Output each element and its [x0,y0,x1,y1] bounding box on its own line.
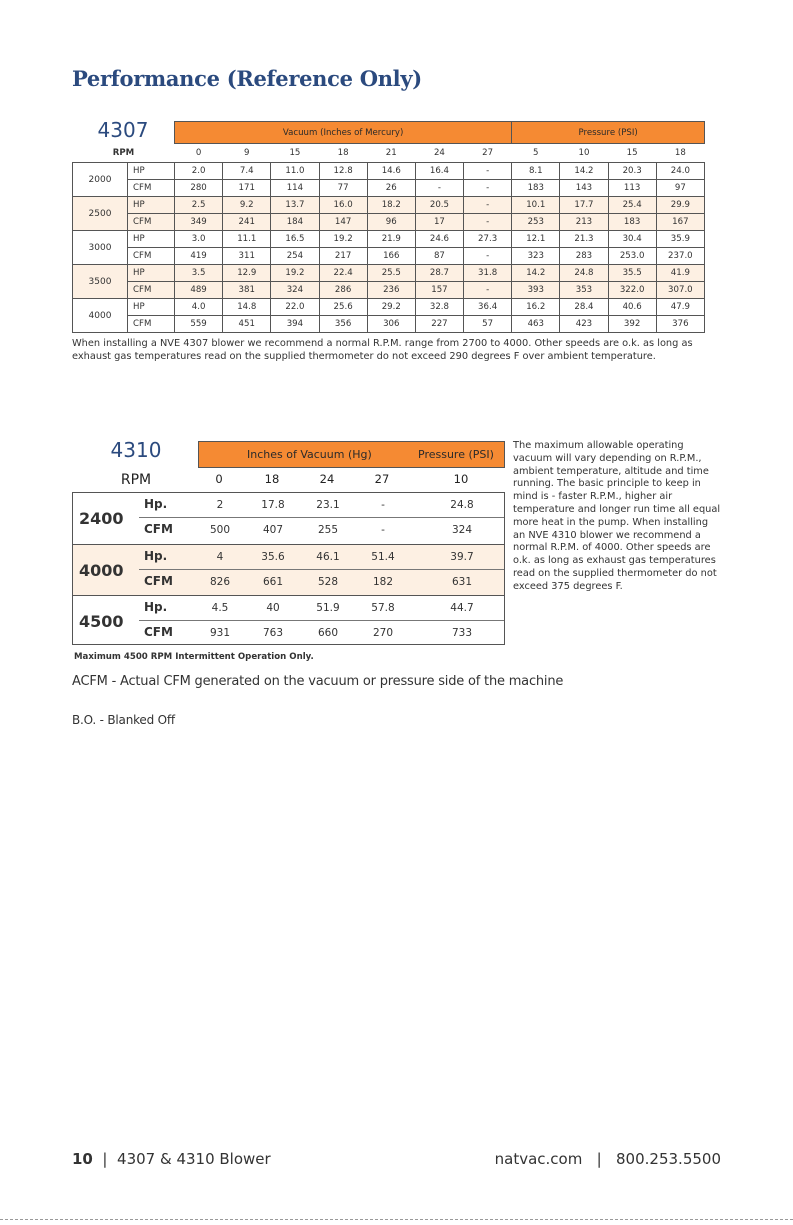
table-cell: 19.2 [271,265,319,282]
table-cell: 324 [271,282,319,299]
row-label: CFM [128,214,175,231]
bo-definition: B.O. - Blanked Off [72,713,175,727]
table-cell: 3.0 [175,231,223,248]
table-cell: 394 [271,316,319,333]
table-row [73,163,705,180]
table-cell: 182 [372,576,394,588]
table-cell: - [464,248,512,265]
table-cell: 213 [560,214,608,231]
row-label: CFM [128,282,175,299]
table-cell: - [415,180,463,197]
table-cell: 29.2 [367,299,415,316]
table-cell: 46.1 [316,551,340,563]
column-header: 0 [215,472,223,486]
table-row [73,621,504,645]
column-header: 10 [453,472,469,486]
table-cell: 184 [271,214,319,231]
row-label: Hp. [144,497,168,511]
column-header: 9 [223,144,271,163]
vacuum-header: Inches of Vacuum (Hg) [247,448,372,461]
table-cell: 376 [656,316,704,333]
table-cell: 22.0 [271,299,319,316]
table-cell: 931 [209,627,231,639]
model-4310-label: 4310 [110,438,162,462]
table-cell: 7.4 [223,163,271,180]
table-row [73,493,504,517]
footer-right [495,1150,721,1168]
rpm-value: 4500 [79,612,124,631]
header-spacer [73,122,175,144]
table-cell: 254 [271,248,319,265]
column-header: 5 [512,144,560,163]
table-cell: 21.9 [367,231,415,248]
footer-separator: | [596,1150,602,1168]
table-cell: 25.6 [319,299,367,316]
table-row [73,197,705,214]
table-cell: 40.6 [608,299,656,316]
rpm-value: 2000 [73,163,128,197]
table-cell: 353 [560,282,608,299]
page-number: 10 [72,1150,93,1168]
rpm-value: 2400 [79,509,124,528]
column-header: 18 [264,472,280,486]
table-row [73,570,504,594]
table-cell: - [381,499,385,511]
table-cell: 96 [367,214,415,231]
table-row [73,265,705,282]
table-cell: 114 [271,180,319,197]
rpm-footnote: Maximum 4500 RPM Intermittent Operation Only. [74,652,314,662]
table-cell: - [464,180,512,197]
rpm-group [73,544,504,595]
rpm-group [73,493,504,543]
table-cell: 12.1 [512,231,560,248]
table-cell: 217 [319,248,367,265]
table-cell: 381 [223,282,271,299]
table-cell: 237.0 [656,248,704,265]
table-cell: 763 [262,627,284,639]
table-cell: 283 [560,248,608,265]
table-cell: 35.9 [656,231,704,248]
table-cell: 451 [223,316,271,333]
table-cell: 28.4 [560,299,608,316]
table-cell: 489 [175,282,223,299]
table-cell: 323 [512,248,560,265]
table-cell: 28.7 [415,265,463,282]
table-row [73,248,705,265]
table-cell: 147 [319,214,367,231]
rpm-value: 2500 [73,197,128,231]
table-cell: 17.8 [261,499,285,511]
table-row [73,214,705,231]
table-cell: 14.2 [512,265,560,282]
table-cell: 280 [175,180,223,197]
table-cell: 270 [372,627,394,639]
table-cell: 12.8 [319,163,367,180]
table-cell: 10.1 [512,197,560,214]
table-cell: - [464,282,512,299]
table-cell: 13.7 [271,197,319,214]
table-cell: 419 [175,248,223,265]
table-cell: 2 [216,499,224,511]
table-cell: 392 [608,316,656,333]
table-cell: 35.6 [261,551,285,563]
table-cell: 29.9 [656,197,704,214]
table-cell: 47.9 [656,299,704,316]
table-cell: 3.5 [175,265,223,282]
table-cell: 171 [223,180,271,197]
table-cell: - [464,214,512,231]
table-cell: 51.4 [371,551,395,563]
table-cell: 21.3 [560,231,608,248]
row-label: CFM [128,316,175,333]
table-cell: 8.1 [512,163,560,180]
operating-vacuum-note: The maximum allowable operating vacuum will vary depending on R.P.M., ambient temperature, altitude and time running. The basic principle to keep in mind is - faster R.P.M., higher air temperature and longer run time all equal more heat in the pump. When installing an NVE 4310 blower we recommend a normal R.P.M. of 4000. Other speeds are o.k. as long as exhaust gas temperatures read on the supplied thermometer do not exceed 375 degrees F. [513,440,721,592]
performance-table-4307 [72,121,705,333]
table-cell: 22.4 [319,265,367,282]
rpm-column-label: RPM [120,472,152,488]
table-cell: 227 [415,316,463,333]
row-label: CFM [128,248,175,265]
table-cell: 9.2 [223,197,271,214]
table-cell: 306 [367,316,415,333]
doc-title: 4307 & 4310 Blower [117,1150,271,1168]
column-header: 24 [319,472,335,486]
vacuum-header: Vacuum (Inches of Mercury) [175,122,512,144]
table-cell: 407 [262,524,284,536]
row-label: CFM [144,625,173,639]
table-cell: 16.0 [319,197,367,214]
column-header: 10 [560,144,608,163]
table-cell: - [464,197,512,214]
footer-left [72,1150,271,1168]
table-cell: 35.5 [608,265,656,282]
table-cell: 39.7 [450,551,474,563]
table-cell: 236 [367,282,415,299]
table-cell: 57 [464,316,512,333]
table-cell: 143 [560,180,608,197]
table-row [73,596,504,620]
table-cell: 113 [608,180,656,197]
column-header: 24 [415,144,463,163]
table-cell: 12.9 [223,265,271,282]
table-cell: 183 [608,214,656,231]
table-cell: 16.5 [271,231,319,248]
table-cell: 32.8 [415,299,463,316]
table-cell: 14.2 [560,163,608,180]
column-header: 18 [656,144,704,163]
table-cell: 183 [512,180,560,197]
table-cell: 166 [367,248,415,265]
table-cell: 11.0 [271,163,319,180]
column-header: 21 [367,144,415,163]
pressure-header: Pressure (PSI) [512,122,705,144]
column-header: 15 [271,144,319,163]
column-header: 15 [608,144,656,163]
table-cell: 17.7 [560,197,608,214]
table-cell: 660 [317,627,339,639]
table-row [73,299,705,316]
table-cell: 25.4 [608,197,656,214]
table-cell: 4 [216,551,224,563]
table-cell: 16.4 [415,163,463,180]
table-cell: 24.8 [450,499,474,511]
table-cell: 423 [560,316,608,333]
column-headers-4310 [198,472,505,492]
table-cell: 241 [223,214,271,231]
rpm-value: 4000 [79,561,124,580]
table-cell: 57.8 [371,602,395,614]
table-cell: 51.9 [316,602,340,614]
rpm-group [73,595,504,645]
table-cell: 20.3 [608,163,656,180]
table-cell: 24.0 [656,163,704,180]
table-cell: 349 [175,214,223,231]
table-cell: 24.8 [560,265,608,282]
column-header: 27 [464,144,512,163]
table-cell: 255 [317,524,339,536]
table-cell: 826 [209,576,231,588]
row-label: HP [128,231,175,248]
table-cell: 253 [512,214,560,231]
table-row [73,282,705,299]
header-band-4310 [198,441,505,468]
table-cell: 20.5 [415,197,463,214]
table-cell: 26 [367,180,415,197]
table-cell: 356 [319,316,367,333]
table-row [73,518,504,542]
table-cell: 25.5 [367,265,415,282]
row-label: CFM [128,180,175,197]
table-row [73,316,705,333]
table-cell: 463 [512,316,560,333]
table-row [73,231,705,248]
row-label: CFM [144,574,173,588]
table-cell: 559 [175,316,223,333]
table-cell: - [381,524,385,536]
page-edge-rule [0,1219,793,1220]
column-header: 18 [319,144,367,163]
table-cell: 4.5 [211,602,229,614]
table-cell: 11.1 [223,231,271,248]
table-cell: 167 [656,214,704,231]
table-cell: 2.5 [175,197,223,214]
table-cell: 18.2 [367,197,415,214]
table-cell: 87 [415,248,463,265]
table-cell: 31.8 [464,265,512,282]
row-label: CFM [144,522,173,536]
row-label: HP [128,299,175,316]
table-cell: 322.0 [608,282,656,299]
row-label: Hp. [144,549,168,563]
table-cell: 528 [317,576,339,588]
table-cell: 44.7 [450,602,474,614]
table-cell: 16.2 [512,299,560,316]
row-label: Hp. [144,600,168,614]
table-row [73,545,504,569]
table-cell: 97 [656,180,704,197]
pressure-header: Pressure (PSI) [418,448,494,461]
table-cell: 41.9 [656,265,704,282]
table-cell: 14.8 [223,299,271,316]
row-label: HP [128,163,175,180]
row-label: HP [128,265,175,282]
table-row [73,180,705,197]
table-cell: 2.0 [175,163,223,180]
table-cell: 286 [319,282,367,299]
rpm-column-label: RPM [73,144,175,163]
table-cell: 307.0 [656,282,704,299]
table-cell: 77 [319,180,367,197]
table-cell: 500 [209,524,231,536]
column-header: 0 [175,144,223,163]
installation-note-4307: When installing a NVE 4307 blower we recommend a normal R.P.M. range from 2700 to 4000. Other speeds are o.k. as long as exhaust gas temperatures read on the supplied thermometer do not exceed 290 degrees F over ambient temperature. [72,338,693,363]
table-cell: 631 [451,576,473,588]
rpm-value: 4000 [73,299,128,333]
model-4307-label: 4307 [97,118,149,142]
table-cell: 393 [512,282,560,299]
footer-separator: | [102,1150,108,1168]
table-cell: 23.1 [316,499,340,511]
table-cell: 40 [266,602,280,614]
table-cell: 324 [451,524,473,536]
table-cell: 733 [451,627,473,639]
table-cell: 311 [223,248,271,265]
phone-number: 800.253.5500 [616,1150,721,1168]
table-cell: 157 [415,282,463,299]
table-cell: 14.6 [367,163,415,180]
table-cell: 36.4 [464,299,512,316]
rpm-value: 3500 [73,265,128,299]
page-title: Performance (Reference Only) [72,66,422,91]
rpm-value: 3000 [73,231,128,265]
performance-table-4310 [72,492,505,645]
row-label: HP [128,197,175,214]
table-cell: 17 [415,214,463,231]
table-cell: 253.0 [608,248,656,265]
website-link[interactable]: natvac.com [494,1150,583,1168]
table-cell: 4.0 [175,299,223,316]
table-cell: 24.6 [415,231,463,248]
table-cell: 19.2 [319,231,367,248]
table-cell: - [464,163,512,180]
acfm-definition: ACFM - Actual CFM generated on the vacuum or pressure side of the machine [72,674,564,689]
table-cell: 27.3 [464,231,512,248]
column-header: 27 [374,472,390,486]
table-cell: 661 [262,576,284,588]
table-cell: 30.4 [608,231,656,248]
